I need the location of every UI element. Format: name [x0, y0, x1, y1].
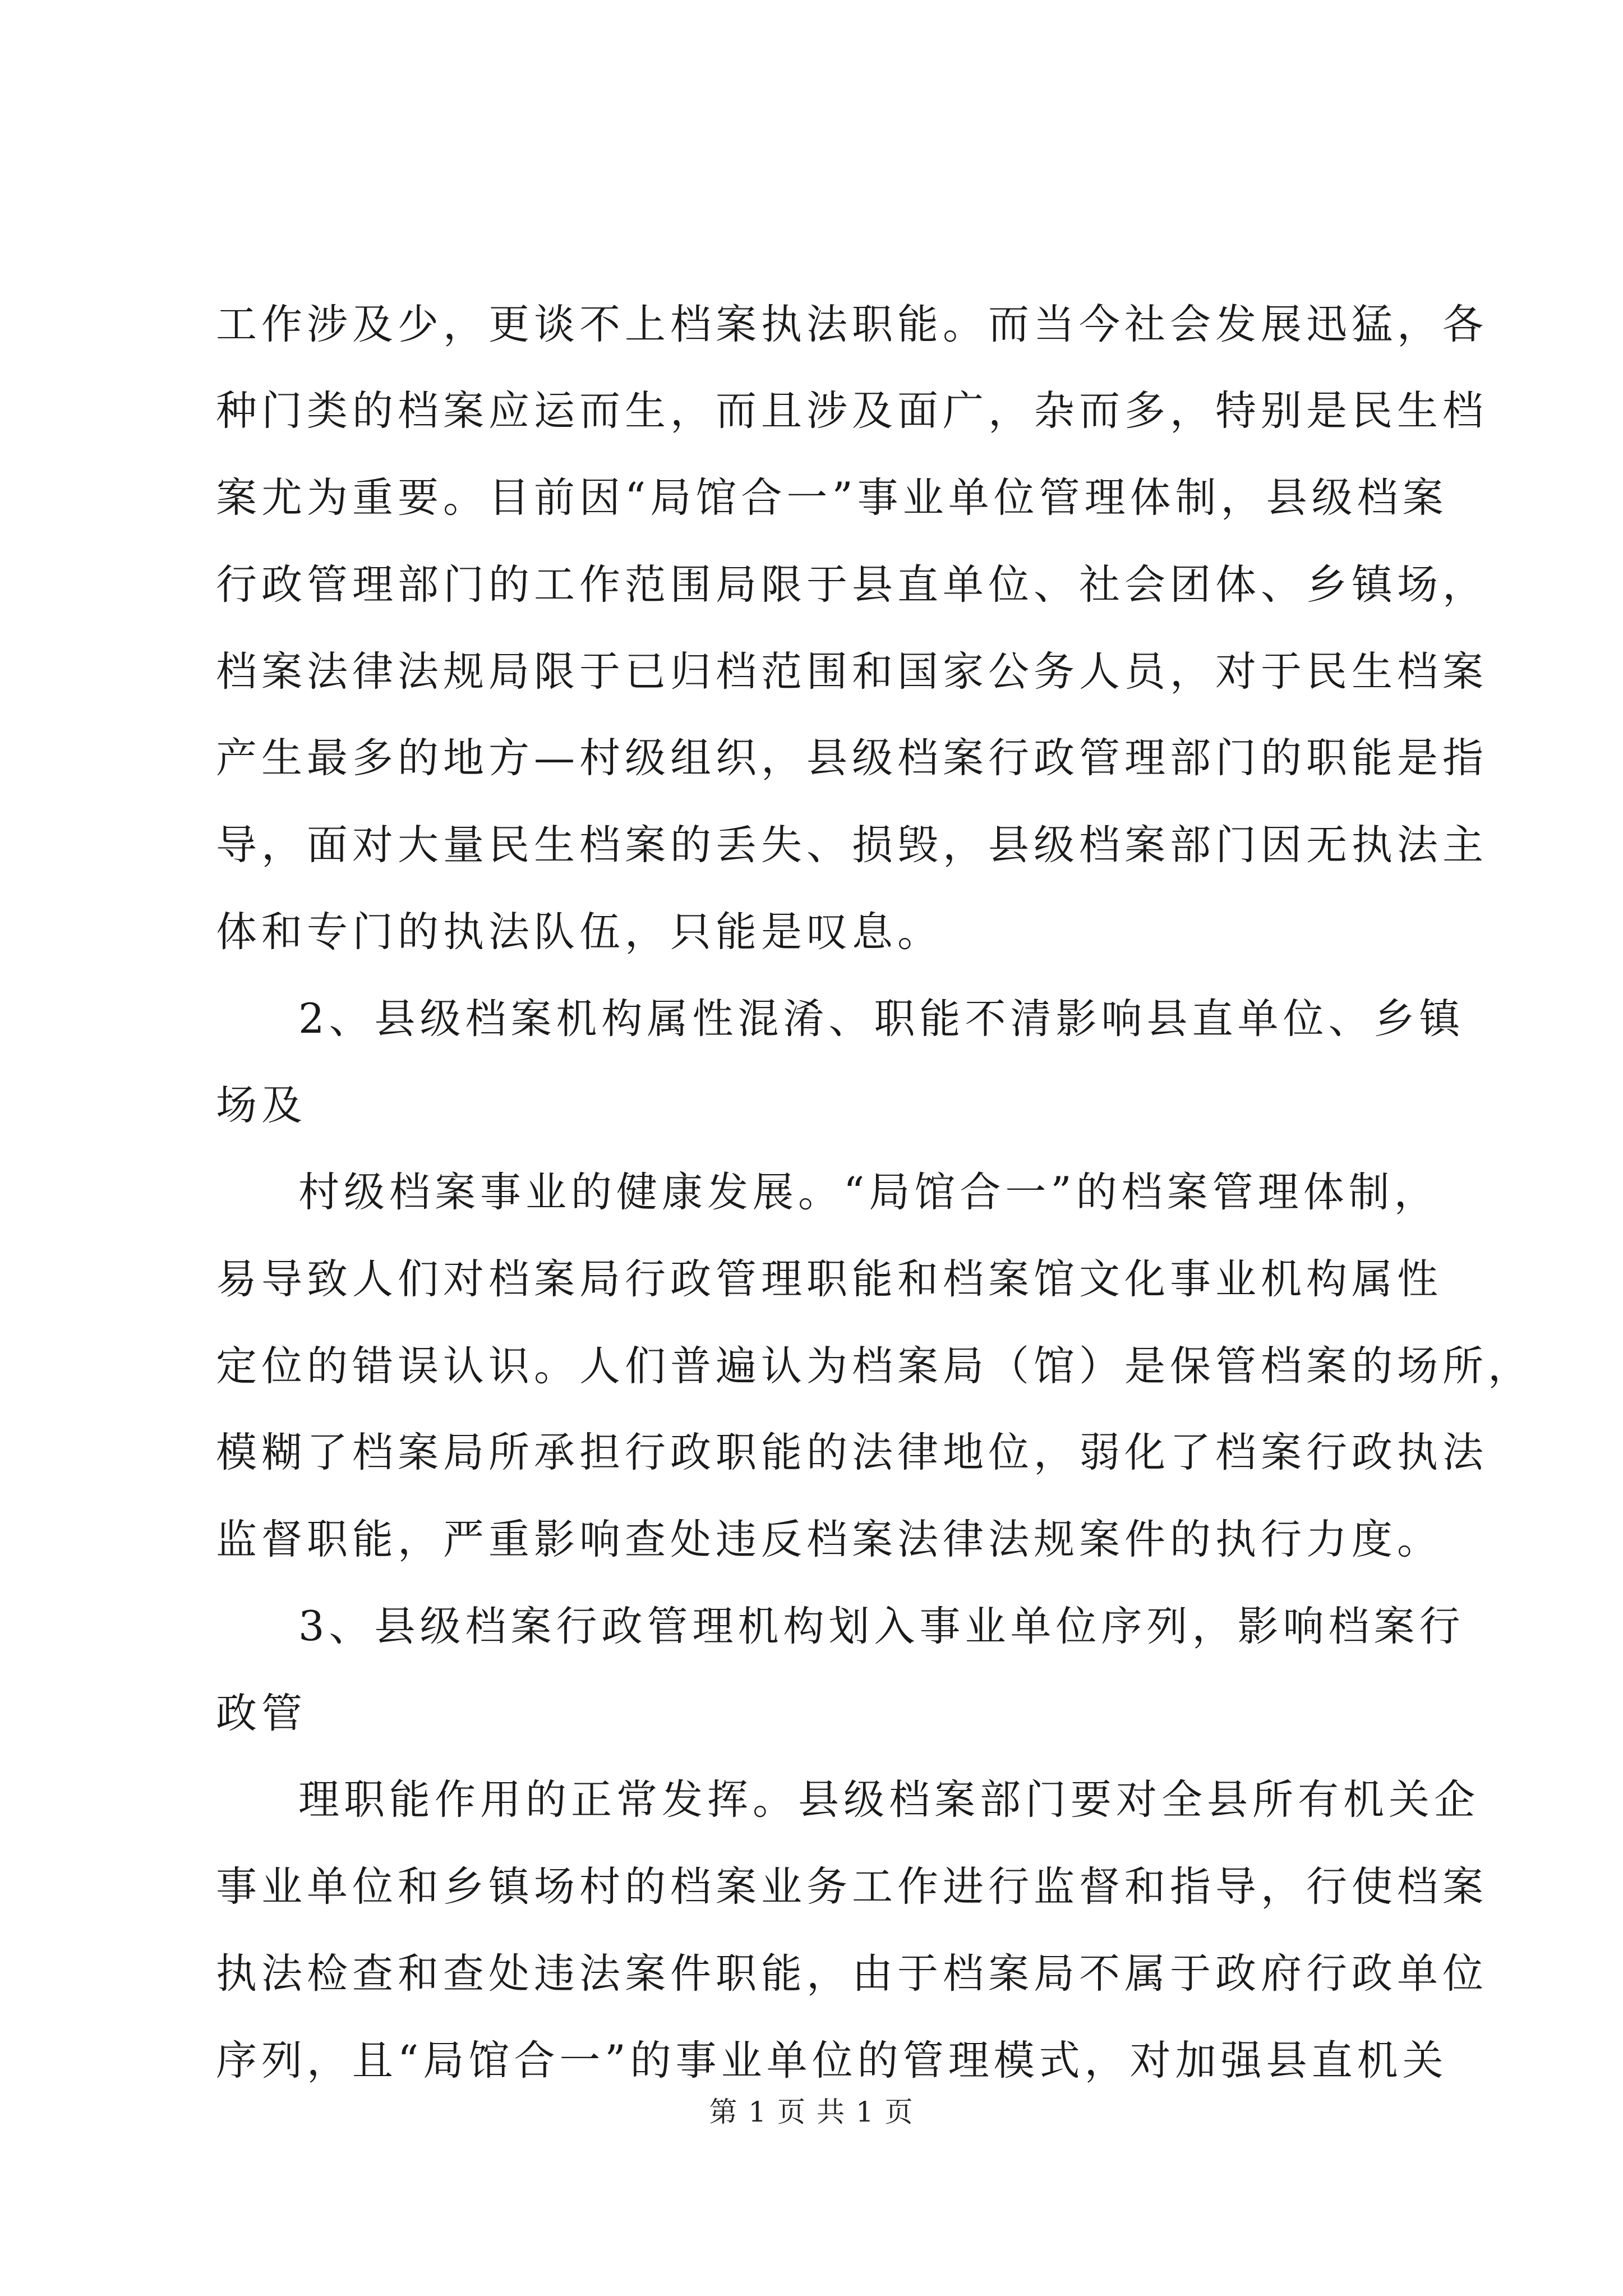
- body-line: 种门类的档案应运而生，而且涉及面广，杂而多，特别是民生档: [216, 387, 1488, 435]
- body-line: 执法检查和查处违法案件职能，由于档案局不属于政府行政单位: [216, 1950, 1488, 1998]
- section-heading-3-continued: 政管: [216, 1690, 307, 1737]
- page-footer: 第 1 页 共 1 页: [709, 2096, 914, 2128]
- body-line: 监督职能，严重影响查处违反档案法律法规案件的执行力度。: [216, 1516, 1442, 1563]
- body-line: 定位的错误认识。人们普遍认为档案局（馆）是保管档案的场所，: [216, 1342, 1533, 1390]
- body-line: 案尤为重要。目前因“局馆合一”事业单位管理体制，县级档案: [216, 474, 1448, 522]
- section-heading-3: 3、县级档案行政管理机构划入事业单位序列，影响档案行: [298, 1603, 1465, 1650]
- body-line: 事业单位和乡镇场村的档案业务工作进行监督和指导，行使档案: [216, 1863, 1488, 1911]
- body-line: 行政管理部门的工作范围局限于县直单位、社会团体、乡镇场，: [216, 561, 1488, 609]
- body-line: 模糊了档案局所承担行政职能的法律地位，弱化了档案行政执法: [216, 1429, 1488, 1476]
- body-line: 序列，且“局馆合一”的事业单位的管理模式，对加强县直机关: [216, 2037, 1448, 2085]
- body-line: 村级档案事业的健康发展。“局馆合一”的档案管理体制，: [298, 1168, 1440, 1216]
- body-line: 档案法律法规局限于已归档范围和国家公务人员，对于民生档案: [216, 648, 1488, 696]
- body-line: 工作涉及少，更谈不上档案执法职能。而当今社会发展迅猛，各: [216, 301, 1488, 348]
- body-line: 导，面对大量民生档案的丢失、损毁，县级档案部门因无执法主: [216, 821, 1488, 869]
- section-heading-2: 2、县级档案机构属性混淆、职能不清影响县直单位、乡镇: [298, 995, 1465, 1043]
- body-line: 理职能作用的正常发挥。县级档案部门要对全县所有机关企: [298, 1776, 1479, 1824]
- body-line: 产生最多的地方—村级组织，县级档案行政管理部门的职能是指: [216, 734, 1488, 782]
- section-heading-2-continued: 场及: [216, 1082, 307, 1129]
- body-line: 体和专门的执法队伍，只能是叹息。: [216, 908, 943, 956]
- body-line: 易导致人们对档案局行政管理职能和档案馆文化事业机构属性: [216, 1255, 1442, 1303]
